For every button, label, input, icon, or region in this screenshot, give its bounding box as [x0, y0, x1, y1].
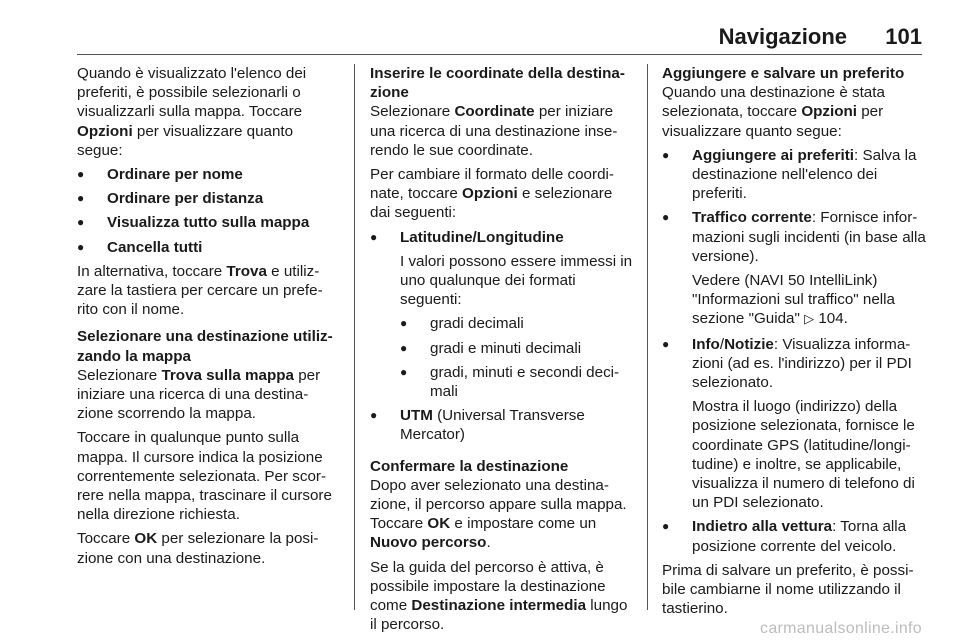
list-item: ● Visualizza tutto sulla mappa — [77, 213, 339, 232]
list-item: ● Indietro alla vettura: Torna alla posizione corrente del veicolo. — [662, 517, 926, 555]
section-heading-favourite: Aggiungere e salvare un preferito — [662, 65, 905, 82]
coords-paragraph-2: Per cambiare il formato delle coordi-nate, toccare Opzioni e selezionare dai seguenti: — [370, 166, 614, 222]
page-title: Navigazione — [718, 24, 847, 49]
list-item: ● Traffico corrente: Fornisce infor-mazioni sugli incidenti (in base alla versione). — [662, 208, 926, 266]
favourite-options-list-3 — [662, 517, 926, 555]
map-paragraph-2: Toccare in qualunque punto sulla mappa. Il cursore indica la posizione correntemente selezionata. Per scor-rere nella mappa, trascinare il cursore nella direzione richiesta. — [77, 429, 332, 524]
traffic-reference: Vedere (NAVI 50 IntelliLink) "Informazioni sul traffico" nella sezione "Guida" ▷ 104. — [692, 272, 895, 328]
section-heading-confirm: Confermare la destinazione — [370, 457, 569, 475]
list-item: ● Aggiungere ai preferiti: Salva la destinazione nell'elenco dei preferiti. — [662, 146, 926, 204]
format-description: I valori possono essere immessi in uno qualunque dei formati seguenti: — [400, 252, 633, 309]
watermark: carmanualsonline.info — [760, 620, 922, 637]
column-1 — [77, 64, 339, 573]
list-item: ● Ordinare per distanza — [77, 189, 339, 208]
column-divider-1 — [354, 64, 355, 610]
column-divider-2 — [647, 64, 648, 610]
favourite-options-list — [662, 146, 926, 266]
list-item: ● gradi, minuti e secondi deci-mali — [400, 363, 633, 401]
favourite-options-list-2 — [662, 335, 926, 393]
list-item: ● Info/Notizie: Visualizza informa-zioni (ad es. l'indirizzo) per il PDI selezionato. — [662, 335, 926, 393]
column-2 — [370, 64, 633, 639]
favourite-paragraph-2: Prima di salvare un preferito, è possi-bile cambiarne il nome utilizzando il tastierino. — [662, 561, 914, 618]
section-heading-map: Selezionare una destinazione utiliz-zando la mappa — [77, 328, 333, 365]
list-item: ● Ordinare per nome — [77, 165, 339, 184]
sub-format-list — [370, 314, 633, 401]
page-number: 101 — [885, 24, 922, 49]
info-description: Mostra il luogo (indirizzo) della posizione selezionata, fornisce le coordinate GPS (latitudine/longi-tudine) e inoltre, se applicabile, visualizza il numero di telefono di un PDI selezionato. — [692, 398, 915, 512]
map-paragraph-1: Selezionare Trova sulla mappa per iniziare una ricerca di una destina-zione scorrendo la mappa. — [77, 366, 321, 423]
alt-paragraph: In alternativa, toccare Trova e utiliz-zare la tastiera per cercare un prefe-rito con il nome. — [77, 262, 323, 319]
coords-paragraph-1: Selezionare Coordinate per iniziare una ricerca di una destinazione inse-rendo le sue coordinate. — [370, 103, 618, 159]
list-item: ● gradi decimali — [400, 314, 633, 333]
intro-paragraph: Quando è visualizzato l'elenco dei preferiti, è possibile selezionarli o visualizzarli sulla mappa. Toccare Opzioni per visualizzare quanto segue: — [77, 65, 307, 159]
options-list — [77, 165, 339, 257]
list-item: ● Cancella tutti — [77, 238, 339, 257]
section-heading-coordinates: Inserire le coordinate della destina-zione — [370, 65, 625, 102]
map-paragraph-3: Toccare OK per selezionare la posi-zione con una destinazione. — [77, 530, 319, 567]
format-list-2 — [370, 406, 633, 444]
confirm-paragraph-1: Dopo aver selezionato una destina-zione, il percorso appare sulla mappa. Toccare OK e impostare come un Nuovo percorso. — [370, 476, 627, 552]
list-item: ● UTM (Universal Transverse Mercator) — [370, 406, 633, 444]
format-list — [370, 228, 633, 247]
page-reference-icon: ▷ — [804, 312, 815, 328]
list-item: ● gradi e minuti decimali — [400, 339, 633, 358]
column-3 — [662, 64, 926, 623]
page-header — [77, 22, 922, 55]
list-item: ● Latitudine/Longitudine — [370, 228, 633, 247]
confirm-paragraph-2: Se la guida del percorso è attiva, è possibile impostare la destinazione come Destinazione intermedia lungo il percorso. — [370, 558, 628, 634]
favourite-paragraph-1: Quando una destinazione è stata selezionata, toccare Opzioni per visualizzare quanto segue: — [662, 84, 885, 140]
